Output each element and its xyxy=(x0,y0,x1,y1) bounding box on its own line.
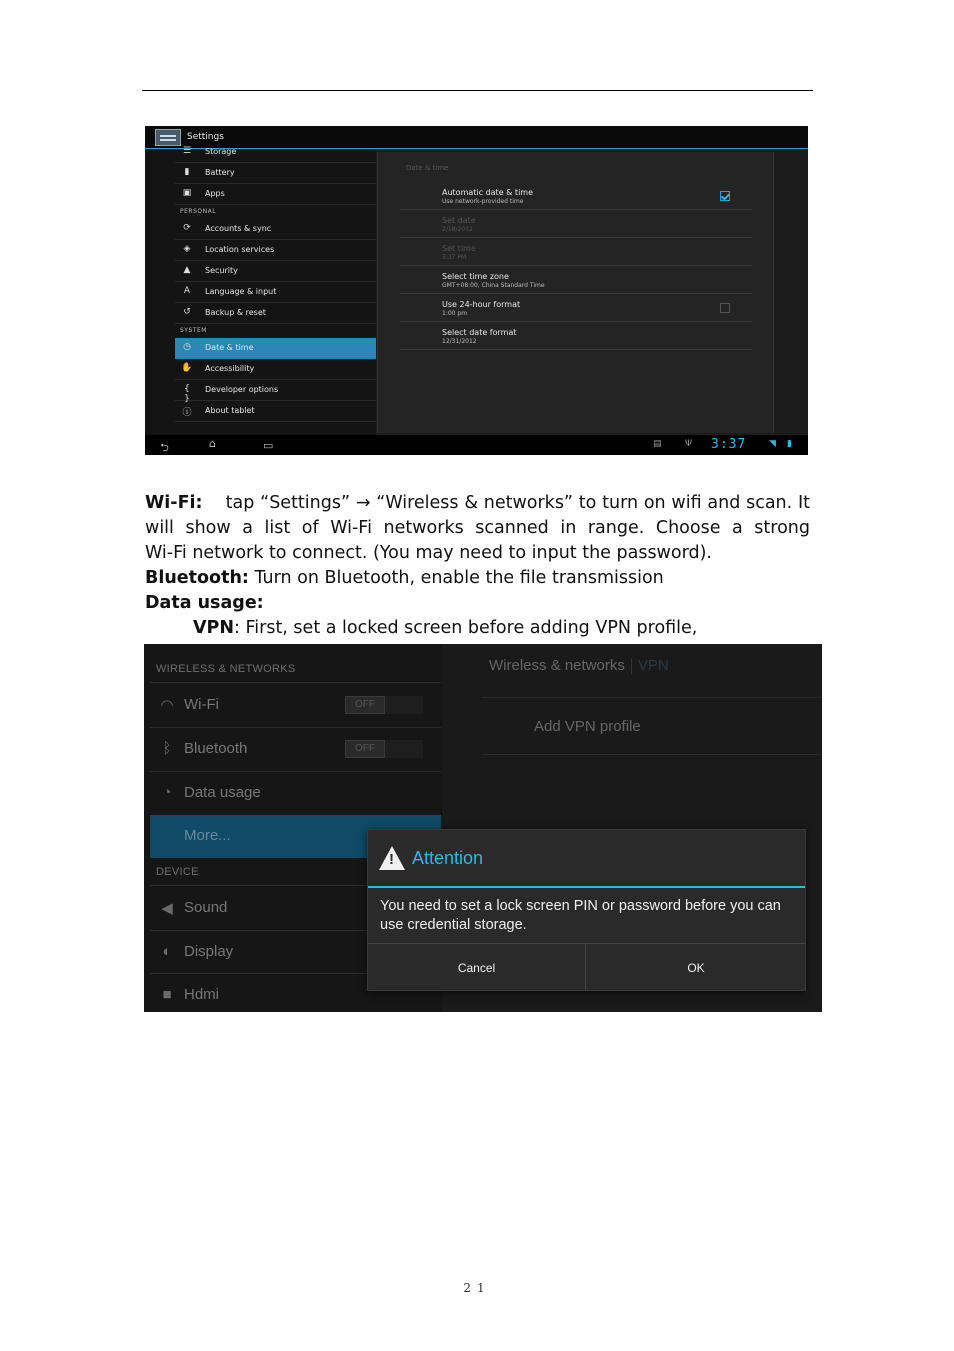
dialog-title-divider xyxy=(368,886,805,888)
dialog-message: You need to set a lock screen PIN or password before you can use credential storage. xyxy=(380,898,781,933)
sidebar-item-date-time[interactable]: ◷ Date & time xyxy=(175,338,376,359)
home-icon[interactable]: ⌂ xyxy=(209,437,216,450)
ok-button[interactable]: OK xyxy=(587,944,805,991)
back-icon[interactable]: ⮌ xyxy=(160,441,169,454)
date-time-panel xyxy=(377,152,774,433)
row-set-time[interactable]: Set time 3:37 PM xyxy=(400,238,752,266)
sidebar-item-sound[interactable]: ◀ Sound xyxy=(150,887,441,930)
row-date-format[interactable]: Select date format 12/31/2012 xyxy=(400,322,752,350)
battery-icon: ▮ xyxy=(184,167,190,177)
automatic-date-checkbox[interactable] xyxy=(720,191,730,201)
display-icon: ◐ xyxy=(162,943,172,960)
battery-status-icon: ▮ xyxy=(787,439,792,449)
wifi-label: Wi-Fi: xyxy=(145,493,203,513)
speaker-icon: ◀ xyxy=(161,900,173,917)
info-icon: ⓘ xyxy=(182,408,192,418)
cancel-button[interactable]: Cancel xyxy=(368,944,586,991)
row-automatic-date-time[interactable]: Automatic date & time Use network-provided time xyxy=(400,182,752,210)
navigation-bar xyxy=(145,435,808,455)
bluetooth-toggle[interactable]: OFF xyxy=(345,740,423,758)
wifi-icon: ◠ xyxy=(160,697,174,714)
wifi-paragraph-line2: will show a list of Wi-Fi networks scanned in range. Choose a strong xyxy=(145,518,810,538)
attention-dialog xyxy=(367,829,806,991)
backup-icon: ↺ xyxy=(183,307,191,317)
sidebar-item-language[interactable]: A Language & input xyxy=(175,282,376,303)
usb-icon: Ψ xyxy=(685,439,693,449)
wifi-paragraph-line1: Wi-Fi: tap “Settings” → “Wireless & networks” to turn on wifi and scan. It xyxy=(145,493,810,513)
wifi-status-icon: ◥ xyxy=(769,439,776,449)
sidebar-item-accessibility[interactable]: ✋ Accessibility xyxy=(175,359,376,380)
recent-apps-icon[interactable]: ▭ xyxy=(263,439,274,452)
status-clock: 3:37 xyxy=(711,437,747,452)
language-icon: A xyxy=(183,286,191,296)
sidebar-item-security[interactable]: ▲ Security xyxy=(175,261,376,282)
sidebar-item-apps[interactable]: ▣ Apps xyxy=(175,184,376,205)
wifi-paragraph-line3: Wi-Fi network to connect. (You may need to input the password). xyxy=(145,543,712,563)
sidebar-item-bluetooth[interactable]: ᛒ Bluetooth OFF xyxy=(150,728,441,771)
breadcrumb-parent[interactable]: Wireless & networks xyxy=(489,657,625,674)
storage-icon: ☰ xyxy=(182,146,192,156)
sidebar-item-about[interactable]: ⓘ About tablet xyxy=(175,401,376,422)
warning-icon xyxy=(379,846,405,870)
settings-date-time-screenshot xyxy=(145,126,808,455)
sync-icon: ⟳ xyxy=(183,223,191,233)
hdmi-icon: ■ xyxy=(162,986,172,1003)
panel-header: Date & time xyxy=(406,164,449,172)
location-icon: ◈ xyxy=(183,244,191,254)
row-set-date[interactable]: Set date 2/18/2012 xyxy=(400,210,752,238)
action-bar-title: Settings xyxy=(187,132,224,142)
category-personal: PERSONAL xyxy=(180,208,217,215)
sidebar-item-accounts[interactable]: ⟳ Accounts & sync xyxy=(175,219,376,240)
bluetooth-label: Bluetooth: xyxy=(145,568,249,588)
braces-icon: { } xyxy=(184,384,190,404)
data-usage-icon: ◔ xyxy=(162,784,172,801)
row-24-hour[interactable]: Use 24-hour format 1:00 pm xyxy=(400,294,752,322)
24-hour-checkbox[interactable] xyxy=(720,303,730,313)
sidebar-item-storage[interactable]: ☰ Storage xyxy=(175,142,376,163)
breadcrumb xyxy=(489,657,669,674)
data-usage-heading: Data usage: xyxy=(145,593,264,613)
sidebar-item-wifi[interactable]: ◠ Wi-Fi OFF xyxy=(150,684,441,727)
dialog-title: Attention xyxy=(412,848,484,868)
sidebar-item-developer[interactable]: { } Developer options xyxy=(175,380,376,401)
notification-icon[interactable]: ▤ xyxy=(653,439,662,449)
row-time-zone[interactable]: Select time zone GMT+08:00, China Standard Time xyxy=(400,266,752,294)
dialog-button-row xyxy=(368,943,805,990)
vpn-paragraph: VPN: First, set a locked screen before adding VPN profile, xyxy=(193,618,698,638)
category-system: SYSTEM xyxy=(180,327,207,334)
apps-icon: ▣ xyxy=(182,188,192,198)
sidebar-item-display[interactable]: ◐ Display xyxy=(150,931,441,974)
bluetooth-paragraph: Bluetooth: Turn on Bluetooth, enable the file transmission xyxy=(145,568,664,588)
settings-sidebar xyxy=(145,146,376,435)
clock-icon: ◷ xyxy=(183,342,191,352)
category-wireless: WIRELESS & NETWORKS xyxy=(156,663,296,675)
add-vpn-profile-button[interactable]: Add VPN profile xyxy=(534,718,641,735)
sidebar-item-battery[interactable]: ▮ Battery xyxy=(175,163,376,184)
page-number: 21 xyxy=(463,1281,491,1295)
vpn-label: VPN xyxy=(193,618,235,638)
divider xyxy=(150,682,441,683)
divider xyxy=(482,697,822,698)
bluetooth-icon: ᛒ xyxy=(162,740,172,757)
hand-icon: ✋ xyxy=(181,363,193,373)
sidebar-item-location[interactable]: ◈ Location services xyxy=(175,240,376,261)
sidebar-item-data-usage[interactable]: ◔ Data usage xyxy=(150,772,441,815)
header-rule xyxy=(142,90,813,91)
sidebar-item-more[interactable]: More... xyxy=(150,815,441,858)
category-device: DEVICE xyxy=(156,866,199,878)
lock-icon: ▲ xyxy=(183,265,191,275)
breadcrumb-current: VPN xyxy=(637,657,669,674)
divider xyxy=(482,754,822,755)
sidebar-item-backup[interactable]: ↺ Backup & reset xyxy=(175,303,376,324)
wifi-toggle[interactable]: OFF xyxy=(345,696,423,714)
sidebar-item-hdmi[interactable]: ■ Hdmi xyxy=(150,974,441,1012)
